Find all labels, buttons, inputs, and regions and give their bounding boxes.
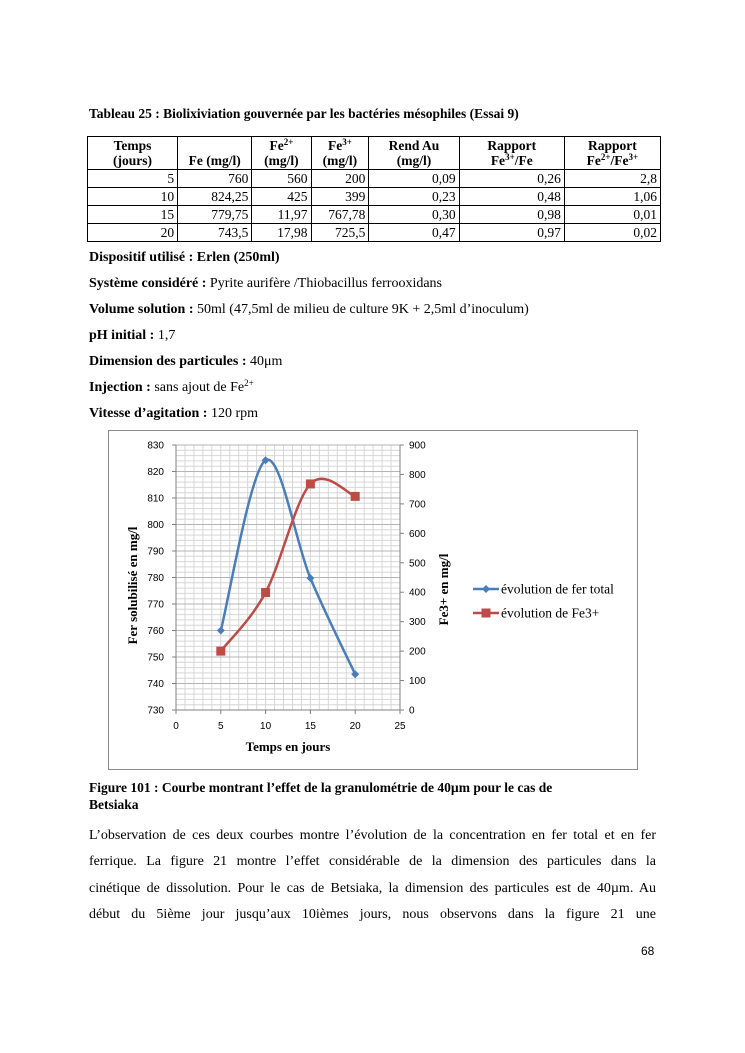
data-point-fer-total <box>351 670 359 678</box>
legend-marker-1 <box>482 585 490 593</box>
param-dispositif: Dispositif utilisé : Erlen (250ml) <box>89 250 280 265</box>
table-cell: 399 <box>311 188 369 206</box>
figure-caption <box>89 779 659 813</box>
paragraph-line: cinétique de dissolution. Pour le cas de Betsiaka, la dimension des particules est de 40µm. Au <box>89 880 656 896</box>
table-cell: 11,97 <box>252 206 311 224</box>
body-paragraph <box>89 823 656 928</box>
results-table <box>87 136 661 242</box>
data-point-fer-total <box>306 574 314 582</box>
table-cell: 725,5 <box>311 224 369 242</box>
y-tick-label: 810 <box>147 493 164 505</box>
header-fe: Fe (mg/l) <box>178 137 252 170</box>
x-tick-label: 15 <box>304 721 316 732</box>
x-tick-label: 5 <box>218 721 224 732</box>
legend-label-1: évolution de fer total <box>501 581 614 597</box>
header-rapport-fe2-fe3: Rapport $Fe^{2+}/Fe^{3+}$ <box>564 137 660 170</box>
y2-axis-title: Fe3+ en mg/l <box>436 553 451 626</box>
y-tick-label: 820 <box>147 467 164 478</box>
y-tick-label: 750 <box>147 652 164 664</box>
paragraph-line: ferrique. La figure 21 montre l’effet considérable de la dimension des particules dans la <box>89 854 656 870</box>
table-cell: 10 <box>88 188 178 206</box>
y-tick-label: 730 <box>147 705 164 717</box>
y2-tick-label: 200 <box>409 646 426 658</box>
table-cell: 1,06 <box>564 188 660 206</box>
y2-tick-label: 0 <box>409 705 415 717</box>
y-tick-label: 790 <box>147 546 164 558</box>
param-vitesse: Vitesse d’agitation : 120 rpm <box>89 406 259 421</box>
table-cell: 779,75 <box>178 206 252 224</box>
table-cell: 0,30 <box>369 206 459 224</box>
x-axis-title: Temps en jours <box>245 739 331 754</box>
y-axis-title: Fer solubilisé en mg/l <box>125 526 140 645</box>
legend-marker-2 <box>482 609 491 618</box>
page-number: 68 <box>641 944 655 958</box>
param-volume: Volume solution : 50ml (47,5ml de milieu de culture 9K + 2,5ml d’inoculum) <box>89 302 529 317</box>
y2-tick-label: 100 <box>409 676 426 688</box>
x-tick-label: 25 <box>394 721 406 732</box>
table-cell: 0,09 <box>369 170 459 188</box>
y2-tick-label: 500 <box>409 558 426 570</box>
header-temps: Temps (jours) <box>88 137 178 170</box>
table-row <box>88 206 661 224</box>
data-point-fe3 <box>306 479 315 488</box>
table-cell: 0,47 <box>369 224 459 242</box>
y-tick-label: 780 <box>147 573 164 584</box>
x-tick-label: 0 <box>173 721 179 732</box>
header-rapport-fe3-fe: Rapport $Fe^{3+}/Fe$ <box>459 137 564 170</box>
chart-svg <box>109 431 637 769</box>
header-rend-au: Rend Au (mg/l) <box>369 137 459 170</box>
table-cell: 0,48 <box>459 188 564 206</box>
table-cell: 0,02 <box>564 224 660 242</box>
table-cell: 425 <box>252 188 311 206</box>
header-fe2: $Fe^{2+}$ (mg/l) <box>252 137 311 170</box>
y-tick-label: 760 <box>147 626 164 637</box>
table-cell: 0,23 <box>369 188 459 206</box>
paragraph-line: début du 5ième jour jusqu’aux 10ièmes jours, nous observons dans la figure 21 une <box>89 906 656 922</box>
table-cell: 2,8 <box>564 170 660 188</box>
data-point-fer-total <box>217 627 225 635</box>
table-cell: 5 <box>88 170 178 188</box>
y-tick-label: 800 <box>147 520 164 531</box>
table-cell: 15 <box>88 206 178 224</box>
header-fe3: $Fe^{3+}$ (mg/l) <box>311 137 369 170</box>
legend-label-2: évolution de Fe3+ <box>501 605 600 621</box>
table-cell: 760 <box>178 170 252 188</box>
table-row <box>88 170 661 188</box>
data-point-fe3 <box>216 647 225 656</box>
param-ph: pH initial : 1,7 <box>89 328 176 343</box>
table-cell: 17,98 <box>252 224 311 242</box>
table-cell: 0,26 <box>459 170 564 188</box>
table-row <box>88 224 661 242</box>
y-tick-label: 830 <box>147 440 164 452</box>
table-cell: 767,78 <box>311 206 369 224</box>
y2-tick-label: 400 <box>409 587 426 599</box>
table-cell: 200 <box>311 170 369 188</box>
param-injection: Injection : sans ajout de $Fe^{2+}$ <box>89 378 254 395</box>
x-tick-label: 10 <box>260 721 272 732</box>
table-cell: 20 <box>88 224 178 242</box>
table-caption: Tableau 25 : Biolixiviation gouvernée par les bactéries mésophiles (Essai 9) <box>89 106 519 121</box>
table-row <box>88 188 661 206</box>
y-tick-label: 740 <box>147 679 164 690</box>
table-cell: 0,98 <box>459 206 564 224</box>
x-tick-label: 20 <box>349 721 361 732</box>
table-cell: 560 <box>252 170 311 188</box>
experiment-parameters <box>89 249 529 431</box>
data-point-fe3 <box>261 588 270 597</box>
y-tick-label: 770 <box>147 599 164 611</box>
figure-caption-line: Betsiaka <box>89 797 139 812</box>
table-cell: 824,25 <box>178 188 252 206</box>
y2-tick-label: 800 <box>409 469 426 481</box>
y2-tick-label: 700 <box>409 499 426 511</box>
table-cell: 0,01 <box>564 206 660 224</box>
table-cell: 743,5 <box>178 224 252 242</box>
param-systeme: Système considéré : Pyrite aurifère /Thiobacillus ferrooxidans <box>89 276 443 291</box>
y2-tick-label: 300 <box>409 617 426 629</box>
data-point-fe3 <box>351 492 360 501</box>
y2-tick-label: 600 <box>409 528 426 540</box>
paragraph-line: L’observation de ces deux courbes montre l’évolution de la concentration en fer total et en fer <box>89 828 656 843</box>
chart-container <box>108 430 638 770</box>
table-header-row <box>88 137 661 170</box>
figure-caption-line: Figure 101 : Courbe montrant l’effet de la granulométrie de 40µm pour le cas de <box>89 780 553 795</box>
param-dimension: Dimension des particules : 40μm <box>89 354 283 369</box>
y2-tick-label: 900 <box>409 440 426 452</box>
table-cell: 0,97 <box>459 224 564 242</box>
